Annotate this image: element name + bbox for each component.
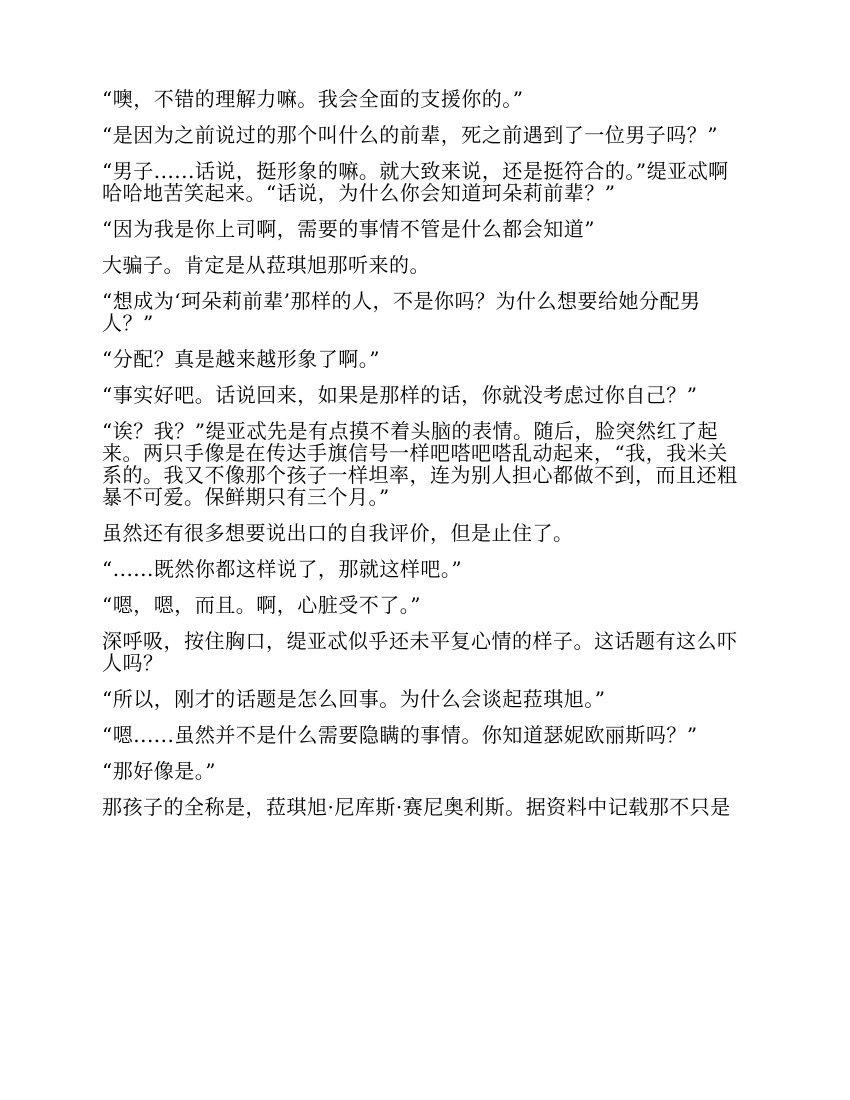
paragraph: “因为我是你上司啊，需要的事情不管是什么都会知道” xyxy=(102,217,595,241)
paragraph: “所以，刚才的话题是怎么回事。为什么会谈起菈琪旭。” xyxy=(102,687,606,711)
paragraph: 那孩子的全称是，菈琪旭·尼库斯·赛尼奥利斯。据资料中记载那不只是 xyxy=(102,795,731,819)
paragraph: “诶？我？”缇亚忒先是有点摸不着头脑的表情。随后，脸突然红了起来。两只手像是在传达手旗信号一样吧嗒吧嗒乱动起来，“我，我米关系的。我又不像那个孩子一样坦率，连为别人担心都做不到，而且还粗暴不可爱。保鲜期只有三个月。” xyxy=(102,419,738,509)
paragraph: “......既然你都这样说了，那就这样吧。” xyxy=(102,557,463,581)
document-page xyxy=(102,88,742,832)
paragraph: “事实好吧。话说回来，如果是那样的话，你就没考虑过你自己？” xyxy=(102,383,698,407)
paragraph: “嗯......虽然并不是什么需要隐瞒的事情。你知道瑟妮欧丽斯吗？” xyxy=(102,723,698,747)
paragraph: 大骗子。肯定是从菈琪旭那听来的。 xyxy=(102,253,430,277)
paragraph: 深呼吸，按住胸口，缇亚忒似乎还未平复心情的样子。这话题有这么吓人吗？ xyxy=(102,629,738,675)
paragraph: “噢，不错的理解力嘛。我会全面的支援你的。” xyxy=(102,87,524,111)
paragraph: 虽然还有很多想要说出口的自我评价，但是止住了。 xyxy=(102,521,574,545)
paragraph: “想成为‘珂朵莉前辈’那样的人，不是你吗？为什么想要给她分配男人？” xyxy=(102,289,701,335)
paragraph: “分配？真是越来越形象了啊。” xyxy=(102,347,380,371)
paragraph: “男子......话说，挺形象的嘛。就大致来说，还是挺符合的。”缇亚忒啊哈哈地苦笑起来。“话说，为什么你会知道珂朵莉前辈？” xyxy=(102,159,729,205)
paragraph: “那好像是。” xyxy=(102,759,216,783)
paragraph: “是因为之前说过的那个叫什么的前辈，死之前遇到了一位男子吗？” xyxy=(102,123,718,147)
paragraph: “嗯，嗯，而且。啊，心脏受不了。” xyxy=(102,593,421,617)
